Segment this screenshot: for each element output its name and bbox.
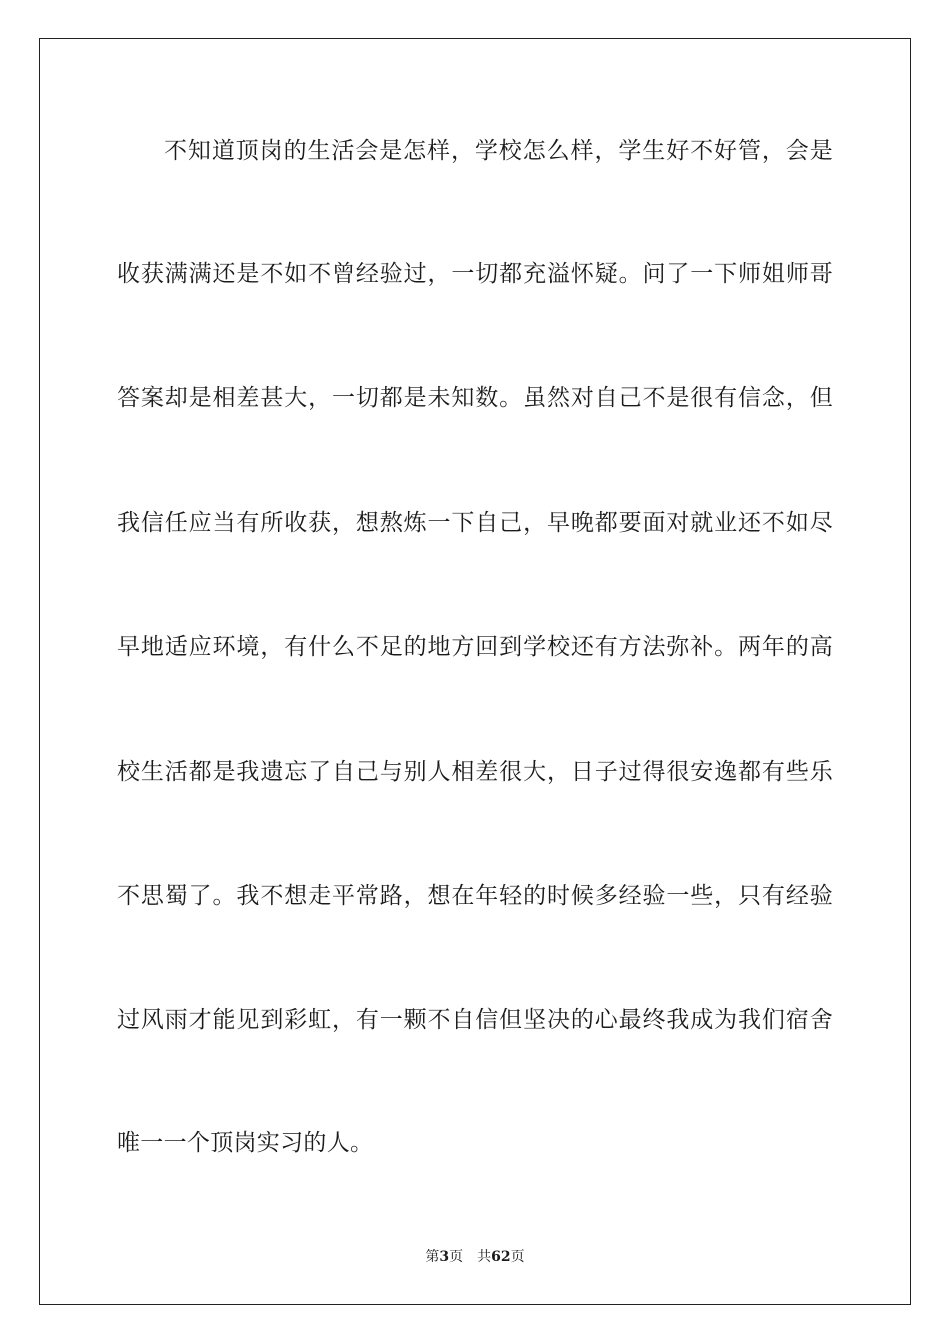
paragraph-line: 收获满满还是不如不曾经验过，一切都充溢怀疑。问了一下师姐师哥 xyxy=(117,261,833,287)
paragraph-line: 不思蜀了。我不想走平常路，想在年轻的时候多经验一些，只有经验 xyxy=(117,883,833,909)
total-pages: 62 xyxy=(491,1249,511,1265)
paragraph-line: 校生活都是我遗忘了自己与别人相差很大，日子过得很安逸都有些乐 xyxy=(117,759,833,785)
paragraph-line: 过风雨才能见到彩虹，有一颗不自信但坚决的心最终我成为我们宿舍 xyxy=(117,1007,833,1033)
total-suffix: 页 xyxy=(510,1249,525,1265)
page-number: 3 xyxy=(439,1249,450,1265)
page-border xyxy=(39,38,911,1305)
paragraph-line: 唯一一个顶岗实习的人。 xyxy=(117,1130,374,1156)
paragraph-line: 不知道顶岗的生活会是怎样，学校怎么样，学生好不好管，会是 xyxy=(164,138,833,164)
paragraph-line: 答案却是相差甚大，一切都是未知数。虽然对自己不是很有信念，但 xyxy=(117,385,833,411)
page-suffix: 页 xyxy=(449,1249,464,1265)
page-prefix: 第 xyxy=(425,1249,440,1265)
page-footer xyxy=(0,1248,950,1266)
paragraph-line: 早地适应环境，有什么不足的地方回到学校还有方法弥补。两年的高 xyxy=(117,634,833,660)
total-prefix: 共 xyxy=(477,1249,492,1265)
paragraph-line: 我信任应当有所收获，想熬炼一下自己，早晚都要面对就业还不如尽 xyxy=(117,510,833,536)
